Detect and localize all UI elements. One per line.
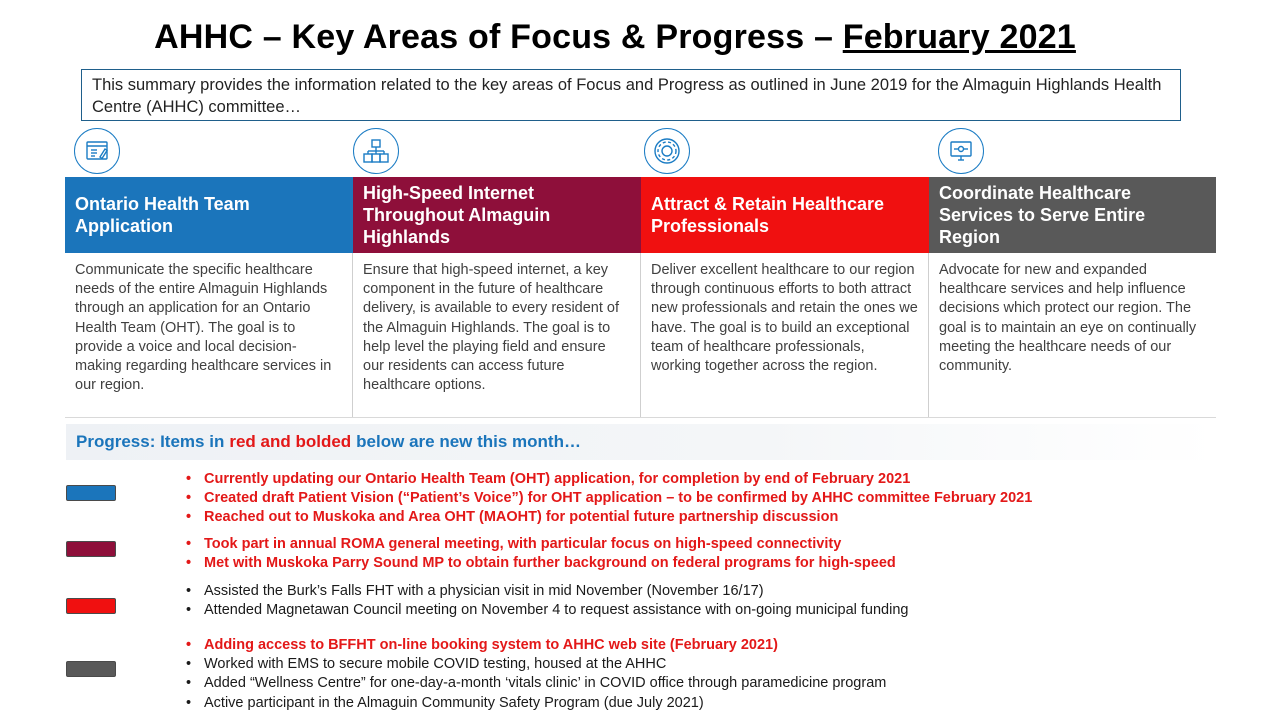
divider [65,417,1216,418]
summary-box: This summary provides the information related to the key areas of Focus and Progress as outlined in June 2019 for the Almaguin Highlands Health Centre (AHHC) committee… [81,69,1181,121]
application-form-icon [74,128,120,174]
marker-maroon [66,541,116,557]
progress-group-oht [186,470,1032,528]
progress-header [66,424,1216,460]
list-item: • Attended Magnetawan Council meeting on November 4 to request assistance with on-going municipal funding [186,601,908,620]
progress-suffix: below are new this month… [356,432,581,451]
list-item: • Created draft Patient Vision (“Patient’s Voice”) for OHT application – to be confirmed by AHHC committee February 2021 [186,489,1032,508]
list-item: • Met with Muskoka Parry Sound MP to obtain further background on federal programs for high-speed [186,554,896,573]
monitor-network-icon [938,128,984,174]
column-header-healthcare-professionals: Attract & Retain Healthcare Professionals [641,177,929,253]
title-main: AHHC – Key Areas of Focus & Progress – [154,18,843,56]
progress-group-professionals [186,582,908,620]
list-item: • Adding access to BFFHT on-line booking system to AHHC web site (February 2021) [186,636,886,655]
marker-red [66,598,116,614]
network-buildings-icon [353,128,399,174]
list-item: • Currently updating our Ontario Health Team (OHT) application, for completion by end of February 2021 [186,470,1032,489]
list-item: • Added “Wellness Centre” for one-day-a-month ‘vitals clinic’ in COVID office through paramedicine program [186,674,886,693]
column-body-oht: Communicate the specific healthcare needs of the entire Almaguin Highlands through an application for an Ontario Health Team (OHT). The goal is to provide a voice and local decision-making regarding healthcare services in our region. [65,253,353,417]
list-item: • Took part in annual ROMA general meeting, with particular focus on high-speed connectivity [186,535,896,554]
page-title [0,18,1230,57]
progress-group-coordinate [186,636,886,713]
column-body-coordinate-services: Advocate for new and expanded healthcare services and help influence decisions which protect our region. The goal is to maintain an eye on continually meeting the healthcare needs of our community. [939,262,1197,375]
column-header-coordinate-services: Coordinate Healthcare Services to Serve Entire Region [929,177,1216,253]
progress-group-internet [186,535,896,573]
list-item: • Active participant in the Almaguin Community Safety Program (due July 2021) [186,694,886,713]
column-body-healthcare-professionals: Deliver excellent healthcare to our region through continuous efforts to both attract new professionals and retain the ones we have. The goal is to build an exceptional team of healthcare professionals, working together across the region. [641,253,929,417]
list-item: • Reached out to Muskoka and Area OHT (MAOHT) for potential future partnership discussion [186,508,1032,527]
progress-prefix: Progress: Items in [76,432,225,451]
list-item: • Assisted the Burk’s Falls FHT with a physician visit in mid November (November 16/17) [186,582,908,601]
list-item: • Worked with EMS to secure mobile COVID testing, housed at the AHHC [186,655,886,674]
progress-highlight: red and bolded [229,432,352,451]
gear-icon [644,128,690,174]
column-body-internet: Ensure that high-speed internet, a key component in the future of healthcare delivery, is available to every resident of the Almaguin Highlands. The goal is to help level the playing field and ensure our residents can access future healthcare options. [353,253,641,417]
column-header-internet: High-Speed Internet Throughout Almaguin Highlands [353,177,641,253]
marker-blue [66,485,116,501]
column-header-oht: Ontario Health Team Application [65,177,353,253]
marker-gray [66,661,116,677]
title-month: February 2021 [842,18,1076,56]
